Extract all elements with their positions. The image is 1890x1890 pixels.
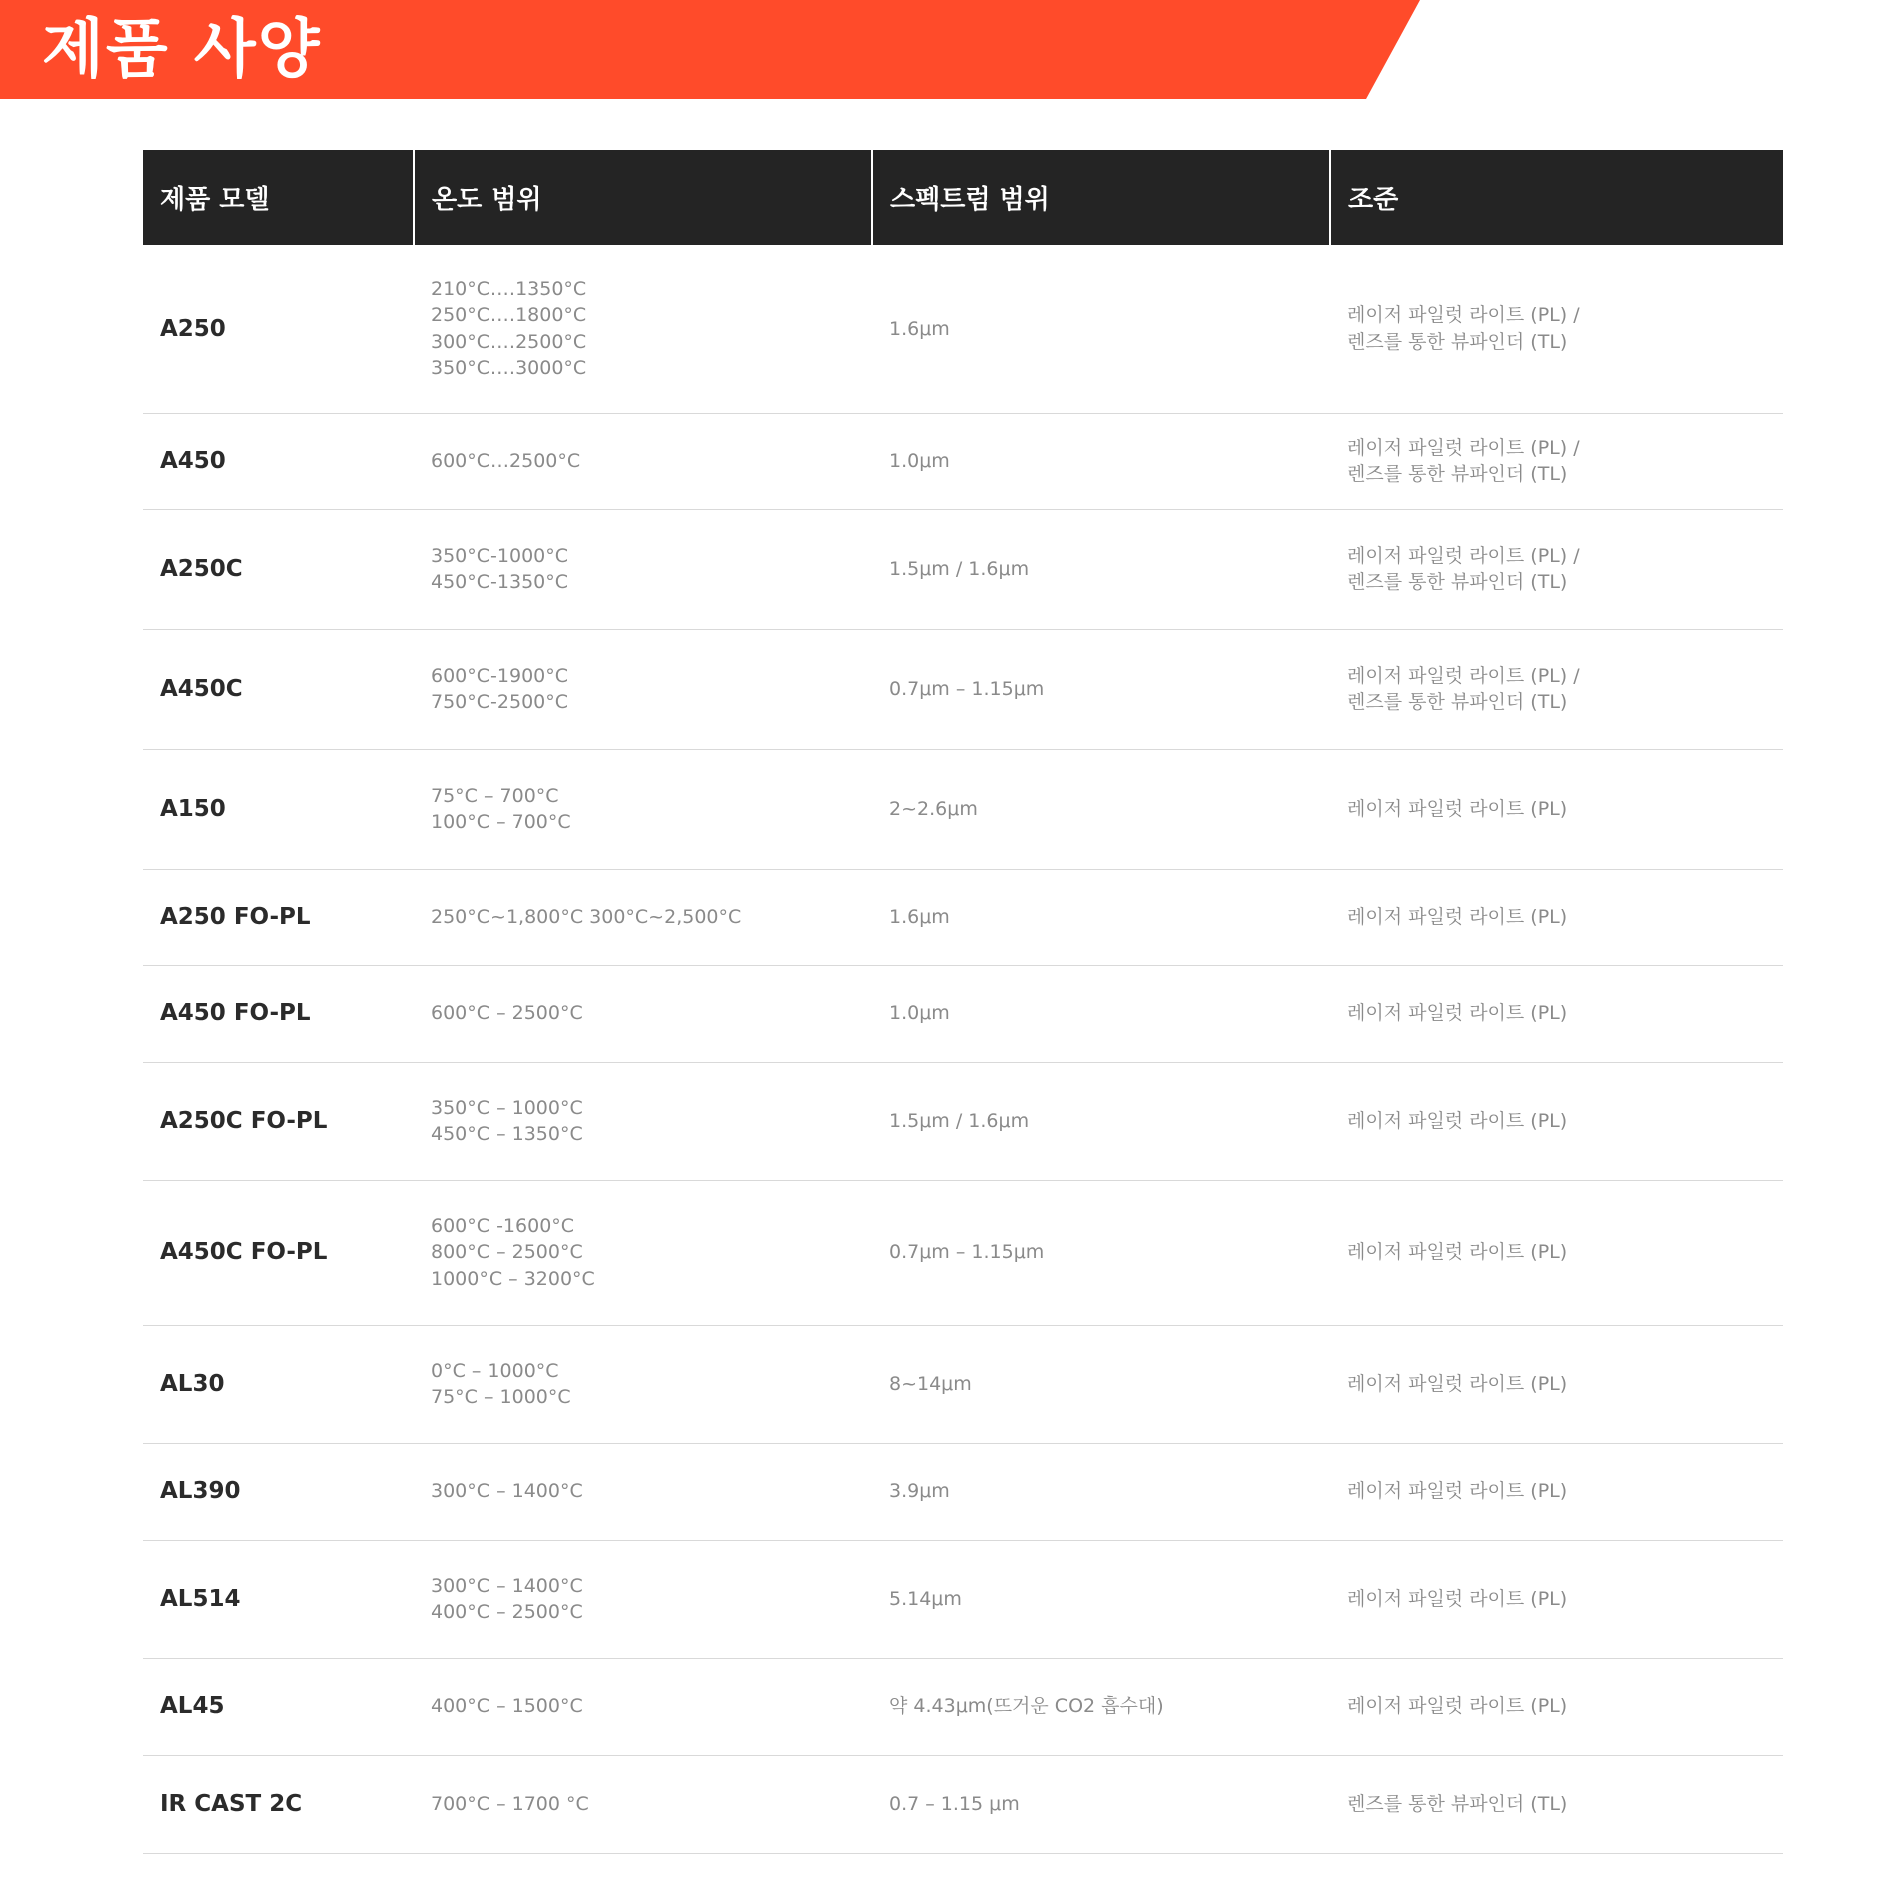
table-row [143, 1443, 1783, 1540]
aiming-line: 레이저 파일럿 라이트 (PL) [1347, 905, 1568, 928]
aiming-line: 레이저 파일럿 라이트 (PL) [1347, 1372, 1568, 1395]
model-cell: AL390 [143, 1443, 414, 1540]
spectrum-cell [872, 245, 1330, 413]
model-cell: IR CAST 2C [143, 1755, 414, 1853]
temperature-line: 400°C – 2500°C [431, 1601, 583, 1623]
spectrum-line: 1.5μm / 1.6μm [889, 557, 1030, 580]
table-row [143, 1755, 1783, 1853]
aiming-line: 레이저 파일럿 라이트 (PL) [1347, 1241, 1568, 1264]
table-row [143, 1062, 1783, 1180]
temperature-line: 350°C – 1000°C [431, 1096, 583, 1119]
temperature-cell [414, 749, 872, 869]
spectrum-cell [872, 413, 1330, 509]
spectrum-cell [872, 629, 1330, 749]
spectrum-cell [872, 1540, 1330, 1658]
header-spectrum-range: 스펙트럼 범위 [872, 150, 1330, 245]
table-row [143, 965, 1783, 1062]
temperature-line: 450°C – 1350°C [431, 1123, 583, 1145]
temperature-line: 1000°C – 3200°C [431, 1267, 595, 1290]
aiming-line: 레이저 파일럿 라이트 (PL) [1347, 797, 1568, 820]
table-row [143, 245, 1783, 413]
table-row [143, 1325, 1783, 1443]
aiming-cell [1330, 509, 1783, 629]
model-cell: A450C FO-PL [143, 1180, 414, 1325]
spectrum-cell [872, 1180, 1330, 1325]
spectrum-cell [872, 1062, 1330, 1180]
spectrum-line: 1.6μm [889, 905, 950, 928]
temperature-line: 0°C – 1000°C [431, 1359, 559, 1382]
temperature-line: 350°C-1000°C [431, 544, 569, 567]
aiming-line: 렌즈를 통한 뷰파인더 (TL) [1347, 463, 1568, 485]
aiming-line: 렌즈를 통한 뷰파인더 (TL) [1347, 1792, 1568, 1815]
temperature-cell [414, 1755, 872, 1853]
temperature-line: 600°C -1600°C [431, 1214, 575, 1237]
temperature-cell [414, 1180, 872, 1325]
aiming-line: 레이저 파일럿 라이트 (PL) [1347, 1587, 1568, 1610]
aiming-cell [1330, 1325, 1783, 1443]
model-cell: AL30 [143, 1325, 414, 1443]
aiming-cell [1330, 1180, 1783, 1325]
temperature-line: 75°C – 1000°C [431, 1386, 571, 1408]
temperature-line: 600°C – 2500°C [431, 1002, 583, 1025]
spectrum-cell [872, 1443, 1330, 1540]
temperature-cell [414, 509, 872, 629]
aiming-cell [1330, 413, 1783, 509]
aiming-cell [1330, 1062, 1783, 1180]
aiming-cell [1330, 1658, 1783, 1755]
model-cell: A150 [143, 749, 414, 869]
aiming-line: 렌즈를 통한 뷰파인더 (TL) [1347, 691, 1568, 713]
page-title: 제품 사양 [42, 13, 322, 87]
temperature-line: 450°C-1350°C [431, 571, 569, 593]
spectrum-line: 1.6μm [889, 317, 950, 340]
header-temperature-range: 온도 범위 [414, 150, 872, 245]
temperature-cell [414, 1540, 872, 1658]
spectrum-line: 5.14μm [889, 1587, 962, 1610]
spectrum-line: 3.9μm [889, 1480, 950, 1503]
aiming-line: 레이저 파일럿 라이트 (PL) [1347, 1109, 1568, 1132]
temperature-cell [414, 1443, 872, 1540]
aiming-line: 레이저 파일럿 라이트 (PL) / [1347, 544, 1580, 567]
spectrum-cell [872, 1755, 1330, 1853]
aiming-line: 레이저 파일럿 라이트 (PL) [1347, 1002, 1568, 1025]
aiming-line: 레이저 파일럿 라이트 (PL) / [1347, 304, 1580, 327]
temperature-line: 600°C-1900°C [431, 664, 569, 687]
table-row [143, 749, 1783, 869]
spectrum-line: 약 4.43μm(뜨거운 CO2 흡수대) [889, 1695, 1164, 1718]
spectrum-line: 8~14μm [889, 1372, 972, 1395]
aiming-cell [1330, 965, 1783, 1062]
spectrum-cell [872, 869, 1330, 965]
model-cell: A250C FO-PL [143, 1062, 414, 1180]
spectrum-line: 2~2.6μm [889, 797, 978, 820]
temperature-line: 800°C – 2500°C [431, 1241, 583, 1264]
spectrum-cell [872, 1325, 1330, 1443]
temperature-line: 100°C – 700°C [431, 811, 571, 833]
table-row [143, 1180, 1783, 1325]
temperature-line: 210°C.…1350°C [431, 277, 587, 300]
temperature-cell [414, 1658, 872, 1755]
temperature-line: 300°C – 1400°C [431, 1480, 583, 1503]
model-cell: AL514 [143, 1540, 414, 1658]
aiming-cell [1330, 869, 1783, 965]
model-cell: A450 FO-PL [143, 965, 414, 1062]
table-row [143, 413, 1783, 509]
table-row [143, 1540, 1783, 1658]
temperature-cell [414, 869, 872, 965]
temperature-line: 750°C-2500°C [431, 691, 569, 713]
aiming-line: 렌즈를 통한 뷰파인더 (TL) [1347, 571, 1568, 593]
spectrum-line: 1.0μm [889, 449, 950, 472]
header-aiming: 조준 [1330, 150, 1783, 245]
aiming-line: 레이저 파일럿 라이트 (PL) / [1347, 436, 1580, 459]
table-row [143, 509, 1783, 629]
temperature-cell [414, 245, 872, 413]
table-row [143, 869, 1783, 965]
temperature-line: 75°C – 700°C [431, 784, 559, 807]
temperature-line: 300°C – 1400°C [431, 1574, 583, 1597]
temperature-cell [414, 965, 872, 1062]
spectrum-line: 0.7μm – 1.15μm [889, 677, 1045, 700]
aiming-line: 레이저 파일럿 라이트 (PL) [1347, 1480, 1568, 1503]
model-cell: A450 [143, 413, 414, 509]
aiming-cell [1330, 749, 1783, 869]
aiming-cell [1330, 1443, 1783, 1540]
model-cell: A250 [143, 245, 414, 413]
aiming-line: 레이저 파일럿 라이트 (PL) [1347, 1695, 1568, 1718]
spectrum-line: 0.7μm – 1.15μm [889, 1241, 1045, 1264]
model-cell: A250 FO-PL [143, 869, 414, 965]
table-body [143, 245, 1783, 1853]
temperature-line: 250°C.…1800°C [431, 304, 587, 327]
temperature-line: 700°C – 1700 °C [431, 1792, 589, 1815]
temperature-line: 350°C.…3000°C [431, 357, 587, 380]
aiming-cell [1330, 629, 1783, 749]
spectrum-cell [872, 749, 1330, 869]
temperature-line: 600°C…2500°C [431, 449, 581, 472]
temperature-cell [414, 1325, 872, 1443]
table-row [143, 629, 1783, 749]
spectrum-line: 1.5μm / 1.6μm [889, 1109, 1030, 1132]
spectrum-cell [872, 965, 1330, 1062]
temperature-line: 300°C.…2500°C [431, 330, 587, 353]
spectrum-line: 0.7 – 1.15 μm [889, 1792, 1020, 1815]
spectrum-line: 1.0μm [889, 1002, 950, 1025]
spec-table [143, 150, 1783, 1854]
spectrum-cell [872, 1658, 1330, 1755]
model-cell: AL45 [143, 1658, 414, 1755]
aiming-line: 레이저 파일럿 라이트 (PL) / [1347, 664, 1580, 687]
spectrum-cell [872, 509, 1330, 629]
aiming-cell [1330, 1540, 1783, 1658]
temperature-cell [414, 629, 872, 749]
temperature-line: 250°C~1,800°C 300°C~2,500°C [431, 905, 742, 928]
table-header-row [143, 150, 1783, 245]
aiming-cell [1330, 245, 1783, 413]
temperature-line: 400°C – 1500°C [431, 1695, 583, 1718]
temperature-cell [414, 413, 872, 509]
header-model: 제품 모델 [143, 150, 414, 245]
temperature-cell [414, 1062, 872, 1180]
model-cell: A450C [143, 629, 414, 749]
aiming-cell [1330, 1755, 1783, 1853]
model-cell: A250C [143, 509, 414, 629]
aiming-line: 렌즈를 통한 뷰파인더 (TL) [1347, 330, 1568, 353]
table-row [143, 1658, 1783, 1755]
